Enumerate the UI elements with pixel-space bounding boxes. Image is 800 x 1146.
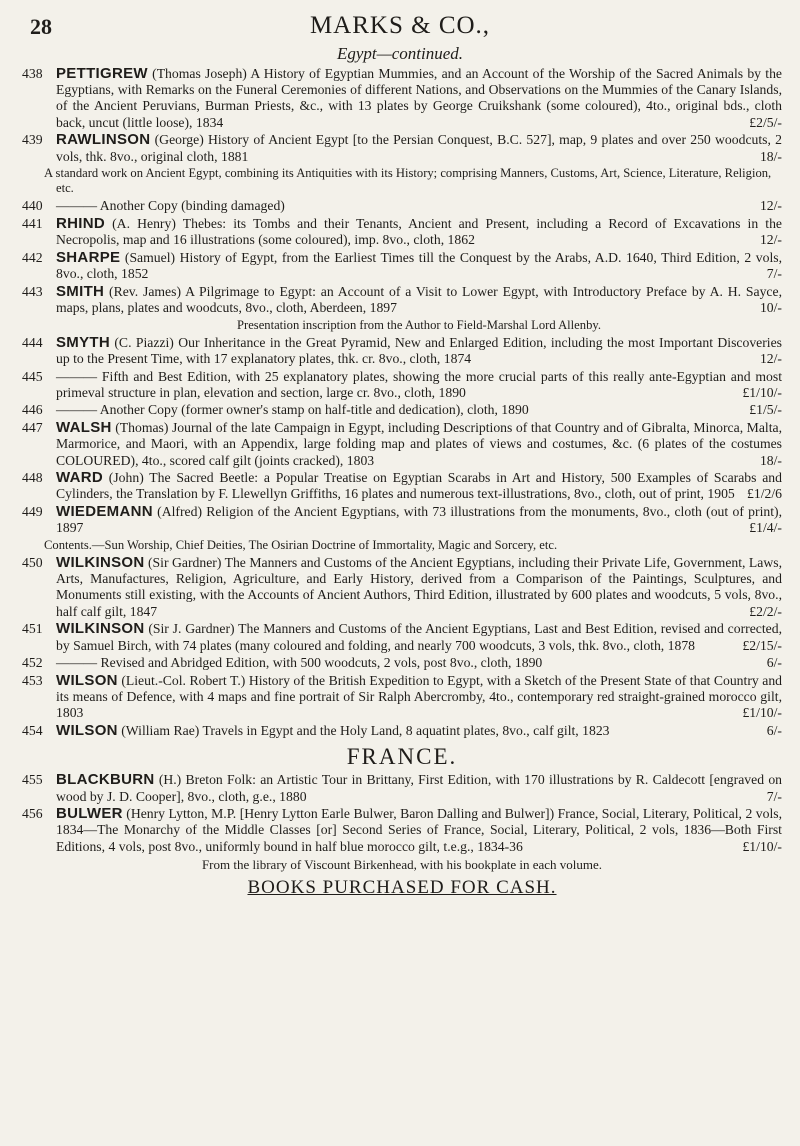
section-title: FRANCE.	[346, 744, 458, 770]
entry-description: (Sir J. Gardner) The Manners and Customs of the Ancient Egyptians, Last and Best Edition, revised and corrected, by Samuel Birch, with 74 plates (many coloured and folding, and nearly 700 woodcuts, 3 vols, thk. 8vo., cloth, 1878	[56, 621, 782, 653]
entry-number: 440	[22, 198, 43, 214]
footer-slogan: BOOKS PURCHASED FOR CASH.	[247, 876, 557, 898]
catalogue-entry	[22, 772, 782, 804]
catalogue-entry	[22, 806, 782, 855]
entry-number: 441	[22, 215, 43, 231]
entry-price: 18/-	[759, 452, 782, 468]
entry-description: (C. Piazzi) Our Inheritance in the Great Pyramid, New and Enlarged Edition, including the most Important Discoveries up to the Present Time, with 17 explanatory plates, thk. cr. 8vo., cloth, 1874	[56, 334, 782, 366]
entry-number: 455	[22, 772, 43, 788]
entry-price: £1/4/-	[749, 520, 782, 536]
entry-description: ——— Another Copy (binding damaged)	[56, 198, 285, 214]
entry-description: (H.) Breton Folk: an Artistic Tour in Brittany, First Edition, with 170 illustrations by R. Caldecott [engraved on wood by J. D. Cooper], 8vo., cloth, g.e., 1880	[56, 772, 783, 804]
entry-price: £2/5/-	[749, 114, 782, 130]
catalogue-entry	[22, 555, 782, 620]
entry-number: 451	[22, 621, 43, 637]
entry-author: SMYTH	[56, 333, 110, 351]
entry-description: (George) History of Ancient Egypt [to the Persian Conquest, B.C. 527], map, 9 plates and over 250 woodcuts, 2 vols, thk. 8vo., original cloth, 1881	[56, 132, 782, 164]
entry-number: 449	[22, 504, 43, 520]
catalogue-entry	[22, 402, 782, 418]
catalogue-entry	[22, 216, 782, 248]
entry-description: (Thomas Joseph) A History of Egyptian Mummies, and an Account of the Worship of the Sacred Animals by the Egyptians, with Remarks on the Funeral Ceremonies of different Nations, and Observations on the Mummies of the Canary Islands, of the Ancient Peruvians, Burman Priests, &c., with 13 plates by George Cruikshank (some coloured), 4to., original bds., cloth back, uncut (little loose), 1834	[56, 66, 782, 130]
catalogue-entry	[22, 470, 782, 502]
entry-number: 454	[22, 723, 43, 739]
entry-number: 448	[22, 470, 43, 486]
entry-price: 6/-	[766, 723, 782, 739]
entry-author: SHARPE	[56, 248, 121, 266]
catalogue-entry	[22, 250, 782, 282]
entry-number: 452	[22, 655, 43, 671]
catalogue-entry	[22, 420, 782, 469]
entry-number: 445	[22, 368, 43, 384]
entry-price: 7/-	[766, 788, 782, 804]
entry-description: (Sir Gardner) The Manners and Customs of the Ancient Egyptians, including their Private Life, Government, Laws, Arts, Manufactures, Religion, Agriculture, and Early History, derived from a Comparison of the Paintings, Sculptures, and Monuments still existing, with the Accounts of Ancient Authors, Third Edition, illustrated by 600 plates and woodcuts, 5 vols, 8vo., half calf gilt, 1847	[56, 555, 782, 619]
section-subheading: Egypt—continued.	[336, 44, 464, 63]
entry-price: 12/-	[759, 350, 782, 366]
entry-description: (Rev. James) A Pilgrimage to Egypt: an Account of a Visit to Lower Egypt, with Introductory Preface by A. H. Sayce, maps, plans, plates and woodcuts, 8vo., cloth, Aberdeen, 1897	[56, 283, 783, 315]
entry-description: (Thomas) Journal of the late Campaign in Egypt, including Descriptions of that Country and of Gibralta, Minorca, Malta, Marmorice, and Maori, with an Appendix, large folding map and plates of views and costumes, &c. (6 plates of the costumes COLOURED), 4to., scored calf gilt (joints cracked), 1803	[56, 420, 782, 468]
entry-author: BULWER	[56, 805, 123, 823]
entry-note: Contents.—Sun Worship, Chief Deities, The Osirian Doctrine of Immortality, Magic and Sorcery, etc.	[44, 538, 558, 553]
page-header	[30, 12, 770, 42]
catalogue-entry	[22, 673, 782, 722]
entry-number: 456	[22, 806, 43, 822]
entry-price: £1/10/-	[742, 838, 782, 854]
entry-author: SMITH	[56, 282, 105, 300]
catalogue-entry	[22, 132, 782, 164]
entry-price: 12/-	[759, 232, 782, 248]
page-number: 28	[30, 14, 52, 39]
provenance-note: From the library of Viscount Birkenhead, with his bookplate in each volume.	[201, 856, 603, 872]
entry-author: BLACKBURN	[56, 771, 155, 789]
entry-price: 10/-	[759, 299, 782, 315]
catalogue-entry	[22, 369, 782, 401]
entry-price: £2/2/-	[749, 603, 782, 619]
entry-author: WILKINSON	[56, 554, 145, 572]
entry-number: 446	[22, 402, 43, 418]
entries-list	[22, 66, 782, 899]
entry-price: £1/5/-	[749, 402, 782, 418]
catalogue-entry	[22, 621, 782, 653]
entry-description: ——— Fifth and Best Edition, with 25 explanatory plates, showing the more crucial parts of this really ante-Egyptian and most primeval structure in plan, elevation and section, large cr. 8vo., cloth, 1890	[56, 368, 782, 400]
entry-number: 453	[22, 673, 43, 688]
entry-number: 443	[22, 283, 43, 299]
entry-number: 444	[22, 334, 43, 350]
running-title: MARKS & CO.,	[309, 12, 491, 39]
entry-number: 442	[22, 249, 43, 265]
entry-author: RAWLINSON	[56, 131, 151, 149]
entry-price: 12/-	[759, 198, 782, 214]
entry-price: £2/15/-	[742, 637, 782, 653]
catalogue-entry	[22, 335, 782, 367]
entry-author: WILSON	[56, 672, 118, 689]
catalogue-entry	[22, 284, 782, 316]
entry-number: 450	[22, 555, 43, 571]
catalogue-entry	[22, 66, 782, 131]
catalogue-entry	[22, 504, 782, 536]
entry-description: ——— Another Copy (former owner's stamp on half-title and dedication), cloth, 1890	[56, 402, 529, 418]
entry-price: £1/10/-	[742, 705, 782, 721]
entry-description: (William Rae) Travels in Egypt and the Holy Land, 8 aquatint plates, 8vo., calf gilt, 1823	[121, 723, 610, 739]
entry-author: WALSH	[56, 419, 112, 437]
catalogue-entry	[22, 655, 782, 671]
entry-description: ——— Revised and Abridged Edition, with 500 woodcuts, 2 vols, post 8vo., cloth, 1890	[56, 655, 543, 671]
entry-author: WARD	[56, 469, 104, 487]
entry-description: (A. Henry) Thebes: its Tombs and their Tenants, Ancient and Present, including a Record of Excavations in the Necropolis, map and 16 illustrations (some coloured), imp. 8vo., cloth, 1862	[56, 215, 782, 248]
entry-author: WIEDEMANN	[56, 503, 153, 521]
entry-description: (John) The Sacred Beetle: a Popular Treatise on Egyptian Scarabs in Art and History, 500 Examples of Scarabs and Cylinders, the Translation by F. Llewellyn Griffiths, 16 plates and numerous text-illustrations, 8vo., cloth, out of print, 1905	[56, 470, 782, 502]
entry-price: £1/10/-	[742, 384, 782, 400]
entry-author: PETTIGREW	[56, 65, 148, 82]
entry-price: 7/-	[766, 266, 782, 282]
entry-description: (Lieut.-Col. Robert T.) History of the British Expedition to Egypt, with a Sketch of the Present State of that Country and its means of Defence, with 4 maps and fine portrait of Sir Ralph Abercromby, 4to., contemporary red straight-grained morocco gilt, 1803	[56, 673, 783, 721]
catalogue-entry	[22, 198, 782, 214]
entry-note: A standard work on Ancient Egypt, combining its Antiquities with its History; comprising Manners, Customs, Art, Science, Literature, Religion, etc.	[44, 166, 772, 196]
entry-price: £1/2/6	[747, 486, 782, 502]
entry-price: 18/-	[759, 148, 782, 164]
entry-author: WILKINSON	[56, 620, 145, 638]
entry-description: (Alfred) Religion of the Ancient Egyptians, with 73 illustrations from the monuments, 8vo., cloth (out of print), 1897	[56, 504, 782, 536]
entry-number: 438	[22, 66, 43, 81]
entry-author: RHIND	[56, 214, 105, 232]
catalogue-entry	[22, 723, 782, 739]
entry-description: (Samuel) History of Egypt, from the Earliest Times till the Conquest by the Arabs, A.D. 1640, Third Edition, 2 vols, 8vo., cloth, 1852	[56, 249, 783, 282]
entry-description: (Henry Lytton, M.P. [Henry Lytton Earle Bulwer, Baron Dalling and Bulwer]) France, Social, Literary, Political, 2 vols, 1834—The Monarchy of the Middle Classes [or] Second Series of France, Social, Literary, Political, 2 vols, 1836—Both First Editions, 4 vols, post 8vo., uniformly bound in half blue morocco gilt, t.e.g., 1834-36	[56, 806, 782, 854]
entry-number: 447	[22, 420, 43, 436]
entry-author: WILSON	[56, 722, 118, 740]
entry-number: 439	[22, 132, 43, 148]
entry-note: Presentation inscription from the Author to Field-Marshal Lord Allenby.	[237, 317, 601, 332]
entry-price: 6/-	[766, 655, 782, 671]
